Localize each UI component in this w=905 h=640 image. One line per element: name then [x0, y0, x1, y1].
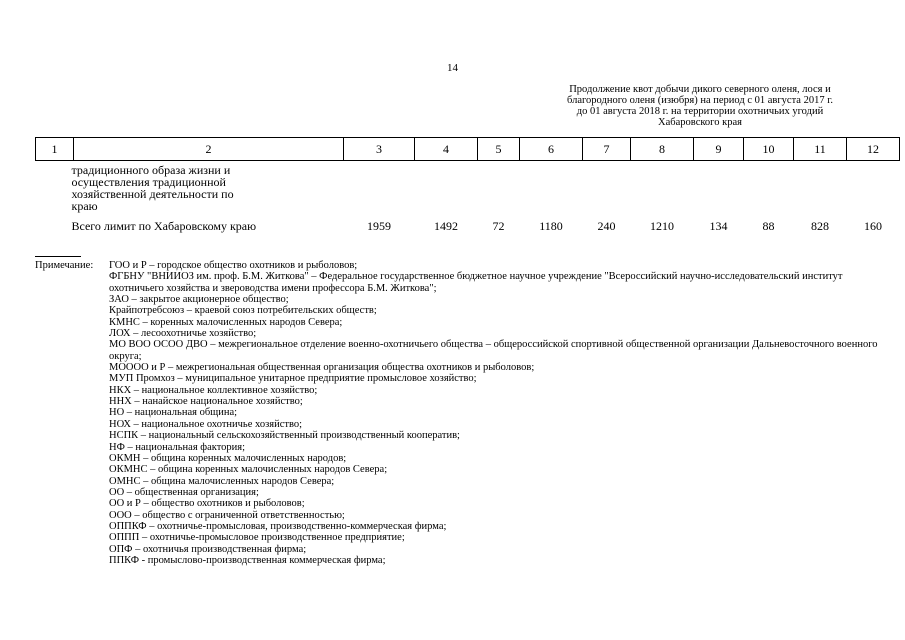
continuation-line: хозяйственной деятельности по: [71, 187, 234, 201]
note-item: ФГБНУ "ВНИИОЗ им. проф. Б.М. Житкова" – Федеральное государственное бюджетное научное учреждение "Всероссийский научно-исследовательский институт охотничьего хозяйства и звероводства имени профессора Б.М. Житкова";: [109, 271, 843, 294]
note-item: НО – национальная община;: [109, 407, 238, 419]
note-item: ГОО и Р – городское общество охотников и рыболовов;: [109, 260, 358, 271]
column-header: 6: [520, 138, 583, 161]
note-item: МУП Промхоз – муниципальное унитарное предприятие промысловое хозяйство;: [109, 373, 477, 385]
total-value: 240: [597, 218, 616, 233]
note-item: НФ – национальная фактория;: [109, 441, 246, 453]
note-item: МОООО и Р – межрегиональная общественная организация общества охотников и рыболовов;: [109, 362, 535, 374]
total-label: Всего лимит по Хабаровскому краю: [71, 218, 257, 233]
caption-line: до 01 августа 2018 г. на территории охотничьих угодий: [576, 106, 824, 117]
continuation-line: традиционного образа жизни и: [71, 163, 231, 177]
total-value: 1492: [434, 218, 458, 233]
column-header: 2: [74, 138, 344, 161]
note-item: НОХ – национальное охотничье хозяйство;: [109, 418, 303, 430]
note-item: ОО и Р – общество охотников и рыболовов;: [109, 498, 305, 510]
note-item: МО ВОО ОСОО ДВО – межрегиональное отделение военно-охотничьего общества – общероссийской спортивной общественной организации Дальневосточного военного округа;: [109, 339, 878, 362]
footnote-divider: [35, 256, 81, 257]
note-item: ОППКФ – охотничье-промысловая, производственно-коммерческая фирма;: [109, 520, 447, 532]
note-item: ООО – общество с ограниченной ответственностью;: [109, 509, 345, 521]
note-item: ОМНС – община малочисленных народов Севера;: [109, 475, 335, 487]
note-item: ЗАО – закрытое акционерное общество;: [109, 294, 289, 306]
total-value: 1210: [650, 218, 674, 233]
note-item: КМНС – коренных малочисленных народов Севера;: [109, 316, 343, 328]
column-header: 9: [694, 138, 744, 161]
notes-list: [109, 260, 880, 566]
column-header: 4: [415, 138, 478, 161]
column-header: 8: [631, 138, 694, 161]
column-header: 11: [794, 138, 847, 161]
total-value: 828: [811, 218, 829, 233]
column-header: 10: [744, 138, 794, 161]
column-header: 5: [478, 138, 520, 161]
note-item: ОПФ – охотничья производственная фирма;: [109, 543, 307, 555]
quota-table: [35, 137, 900, 240]
note-item: НСПК – национальный сельскохозяйственный производственный кооператив;: [109, 430, 460, 442]
notes-section: [35, 260, 880, 566]
column-header: 7: [583, 138, 631, 161]
continuation-line: осуществления традиционной: [71, 175, 226, 189]
note-item: ОКМНС – община коренных малочисленных народов Севера;: [109, 464, 388, 476]
column-header: 12: [847, 138, 900, 161]
column-number-row: [36, 138, 900, 161]
column-header: 1: [36, 138, 74, 161]
total-value: 134: [709, 218, 728, 233]
total-row: [36, 212, 900, 240]
note-item: ОКМН – община коренных малочисленных народов;: [109, 452, 347, 464]
continuation-text: [36, 161, 900, 213]
caption-line: благородного оленя (изюбря) на период с 01 августа 2017 г.: [567, 95, 833, 106]
continuation-row: [36, 161, 900, 213]
column-header: 3: [344, 138, 415, 161]
total-value: 88: [762, 218, 775, 233]
note-item: ОО – общественная организация;: [109, 486, 259, 498]
continuation-line: краю: [71, 199, 98, 213]
caption-line: Хабаровского края: [658, 117, 742, 128]
total-value: 160: [864, 218, 882, 233]
note-item: ППКФ - промыслово-производственная коммерческая фирма;: [109, 554, 386, 566]
note-item: Крайпотребсоюз – краевой союз потребительских обществ;: [109, 305, 377, 317]
table-caption: [535, 84, 865, 128]
total-value: 1180: [539, 218, 563, 233]
page-number: 14: [447, 62, 458, 74]
total-value: 72: [492, 218, 505, 233]
total-value: 1959: [367, 218, 391, 233]
note-item: ННХ – нанайское национальное хозяйство;: [109, 396, 303, 408]
notes-prefix: Примечание:: [35, 260, 94, 271]
note-item: ЛОХ – лесоохотничье хозяйство;: [109, 328, 257, 340]
note-item: НКХ – национальное коллективное хозяйство;: [109, 384, 318, 396]
note-item: ОППП – охотничье-промысловое производственное предприятие;: [109, 532, 405, 544]
caption-line: Продолжение квот добычи дикого северного оленя, лося и: [569, 84, 831, 95]
